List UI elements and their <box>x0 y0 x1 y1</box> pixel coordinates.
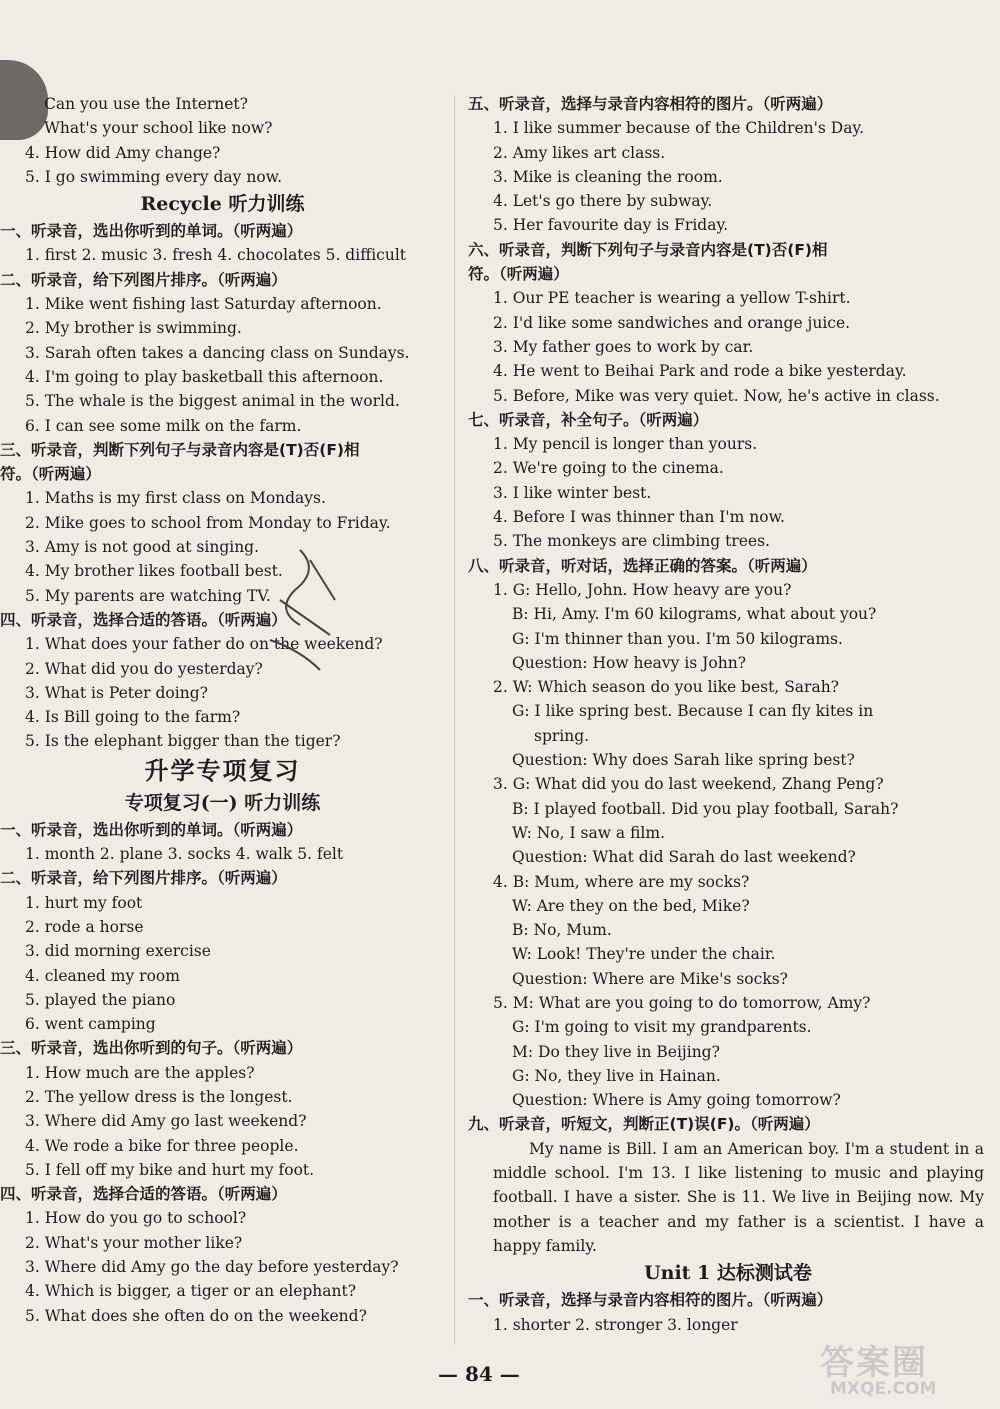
list-item: 2. rode a horse <box>25 917 144 936</box>
list-item: 2. What's your mother like? <box>25 1233 243 1252</box>
unit1-title: Unit 1 达标测试卷 <box>644 1262 812 1285</box>
right-column <box>468 92 988 1337</box>
dialogue-line: 2. W: Which season do you like best, Sarah? <box>493 678 839 697</box>
column-divider <box>454 95 455 1345</box>
dialogue-line: W: Look! They're under the chair. <box>512 945 776 964</box>
dialogue-line: Question: Where are Mike's socks? <box>512 969 788 988</box>
section-heading: 四、听录音，选择合适的答语。（听两遍） <box>0 610 287 629</box>
list-item: What's your school like now? <box>44 119 273 138</box>
list-item: 5. I fell off my bike and hurt my foot. <box>25 1160 315 1179</box>
passage-text: My name is Bill. I am an American boy. I'm a student in a middle school. I'm 13. I like listening to music and playing football. I have a sister. She is 11. We live in Beijing now. My mother is a teacher and my father is a scientist. I have a happy family. <box>493 1139 984 1255</box>
left-column <box>0 92 445 1328</box>
list-item: 6. went camping <box>25 1015 156 1034</box>
list-item: Can you use the Internet? <box>44 95 248 113</box>
list-item: 3. Mike is cleaning the room. <box>493 167 723 186</box>
list-item: 1. I like summer because of the Children's Day. <box>493 119 865 138</box>
section-heading: 八、听录音，听对话，选择正确的答案。（听两遍） <box>468 556 817 575</box>
list-item: 2. Amy likes art class. <box>493 143 666 162</box>
list-item: 3. What is Peter doing? <box>25 683 208 702</box>
answer-line: 1. first 2. music 3. fresh 4. chocolates 5. difficult <box>25 246 407 265</box>
list-item: 1. Our PE teacher is wearing a yellow T-shirt. <box>493 289 851 308</box>
dialogue-line: Question: Why does Sarah like spring best? <box>512 751 855 770</box>
watermark-main: 答案圈 <box>820 1343 928 1383</box>
list-item: 2. My brother is swimming. <box>25 319 242 338</box>
dialogue-line: 1. G: Hello, John. How heavy are you? <box>493 580 792 599</box>
section-heading: 一、听录音，选出你听到的单词。（听两遍） <box>0 222 303 241</box>
dialogue-line: Question: How heavy is John? <box>512 653 747 672</box>
list-item: 2. What did you do yesterday? <box>25 659 263 678</box>
watermark-sub: MXQE.COM <box>830 1379 937 1399</box>
dialogue-line: 5. M: What are you going to do tomorrow, Amy? <box>493 993 871 1012</box>
item-list <box>0 1206 445 1327</box>
section-heading: 一、听录音，选择与录音内容相符的图片。（听两遍） <box>468 1291 833 1310</box>
list-item: 4. My brother likes football best. <box>25 562 283 581</box>
section-heading: 二、听录音，给下列图片排序。（听两遍） <box>0 270 287 289</box>
list-item: 3. did morning exercise <box>25 942 211 961</box>
list-item: 5. Before, Mike was very quiet. Now, he's active in class. <box>493 386 940 405</box>
item-list <box>0 1061 445 1182</box>
list-item: 1. hurt my foot <box>25 893 143 912</box>
item-list <box>0 486 445 607</box>
list-item: 2. The yellow dress is the longest. <box>25 1087 293 1106</box>
review-title: 升学专项复习 <box>144 756 301 785</box>
list-item: 2. I'd like some sandwiches and orange juice. <box>493 313 851 332</box>
item-list <box>0 891 445 1037</box>
list-item: 5. My parents are watching TV. <box>25 586 271 605</box>
section-heading: 六、听录音，判断下列句子与录音内容是(T)否(F)相 <box>468 240 828 259</box>
page-number: — 84 — <box>438 1362 520 1386</box>
item-list <box>468 432 988 553</box>
list-item: 4. He went to Beihai Park and rode a bike yesterday. <box>493 362 907 381</box>
dialogue-line: spring. <box>534 726 590 745</box>
passage <box>468 1137 988 1258</box>
watermark-logo <box>820 1335 995 1405</box>
list-item: 4. How did Amy change? <box>25 143 221 162</box>
list-item: 6. I can see some milk on the farm. <box>25 416 302 435</box>
answer-line: 1. month 2. plane 3. socks 4. walk 5. felt <box>25 845 344 864</box>
item-list <box>0 632 445 753</box>
dialogue-line: G: No, they live in Hainan. <box>512 1066 721 1085</box>
list-item: 4. Which is bigger, a tiger or an elephant? <box>25 1282 357 1301</box>
list-item: 1. My pencil is longer than yours. <box>493 435 758 454</box>
list-item: 2. We're going to the cinema. <box>493 459 724 478</box>
list-item: 4. cleaned my room <box>25 966 180 985</box>
list-item: 3. Amy is not good at singing. <box>25 538 260 557</box>
section-heading: 三、听录音，选出你听到的句子。（听两遍） <box>0 1039 303 1058</box>
list-item: 3. I like winter best. <box>493 483 652 502</box>
list-item: 4. We rode a bike for three people. <box>25 1136 299 1155</box>
list-item: 5. Her favourite day is Friday. <box>493 216 729 235</box>
section-heading-cont: 符。（听两遍） <box>468 265 569 284</box>
dialogue-line: W: No, I saw a film. <box>512 823 666 842</box>
section-heading: 三、听录音，判断下列句子与录音内容是(T)否(F)相 <box>0 440 360 459</box>
dialogue-line: G: I'm thinner than you. I'm 50 kilograms. <box>512 629 843 648</box>
dialogue-line: M: Do they live in Beijing? <box>512 1042 720 1061</box>
dialogue-list <box>468 578 988 1113</box>
dialogue-line: Question: What did Sarah do last weekend? <box>512 848 856 867</box>
section-heading: 七、听录音，补全句子。（听两遍） <box>468 410 709 429</box>
recycle-title: Recycle 听力训练 <box>140 193 305 216</box>
section-heading: 一、听录音，选出你听到的单词。（听两遍） <box>0 820 303 839</box>
list-item: 5. played the piano <box>25 990 176 1009</box>
list-item: 3. Where did Amy go the day before yesterday? <box>25 1258 399 1277</box>
section-heading: 四、听录音，选择合适的答语。（听两遍） <box>0 1185 287 1204</box>
list-item: 4. Is Bill going to the farm? <box>25 708 241 727</box>
dialogue-line: W: Are they on the bed, Mike? <box>512 896 750 915</box>
list-item: 5. The monkeys are climbing trees. <box>493 532 770 551</box>
pencil-scribble <box>240 540 350 680</box>
review-subtitle: 专项复习(一) 听力训练 <box>124 791 321 814</box>
list-item: 3. Where did Amy go last weekend? <box>25 1112 307 1131</box>
dialogue-line: G: I like spring best. Because I can fly kites in <box>512 702 874 721</box>
list-item: 5. The whale is the biggest animal in the world. <box>25 392 400 411</box>
dialogue-line: 3. G: What did you do last weekend, Zhang Peng? <box>493 775 884 794</box>
list-item: 3. Sarah often takes a dancing class on Sundays. <box>25 343 410 362</box>
dialogue-line: G: I'm going to visit my grandparents. <box>512 1018 812 1037</box>
list-item: 5. I go swimming every day now. <box>25 167 283 186</box>
list-item: 2. Mike goes to school from Monday to Friday. <box>25 513 391 532</box>
item-list <box>0 292 445 438</box>
list-item: 4. I'm going to play basketball this afternoon. <box>25 367 384 386</box>
dialogue-line: 4. B: Mum, where are my socks? <box>493 872 750 891</box>
list-item: 1. How do you go to school? <box>25 1209 247 1228</box>
section-heading-cont: 符。（听两遍） <box>0 465 101 484</box>
list-item: 5. Is the elephant bigger than the tiger? <box>25 732 341 751</box>
list-item: 5. What does she often do on the weekend? <box>25 1306 367 1325</box>
dialogue-line: B: Hi, Amy. I'm 60 kilograms, what about you? <box>512 605 877 624</box>
list-item: 1. How much are the apples? <box>25 1063 255 1082</box>
list-item: 1. Mike went fishing last Saturday afternoon. <box>25 295 382 314</box>
section-heading: 五、听录音，选择与录音内容相符的图片。（听两遍） <box>468 95 833 113</box>
section-heading: 二、听录音，给下列图片排序。（听两遍） <box>0 869 287 888</box>
answer-line: 1. shorter 2. stronger 3. longer <box>493 1315 738 1334</box>
item-list <box>468 286 988 407</box>
dialogue-line: Question: Where is Amy going tomorrow? <box>512 1091 841 1110</box>
list-item: 1. Maths is my first class on Mondays. <box>25 489 326 508</box>
list-item: 1. What does your father do on the weekend? <box>25 635 383 654</box>
list-item: 4. Before I was thinner than I'm now. <box>493 508 785 527</box>
item-list <box>468 116 988 237</box>
dialogue-line: B: No, Mum. <box>512 921 612 940</box>
list-item: 4. Let's go there by subway. <box>493 192 713 211</box>
dialogue-line: B: I played football. Did you play football, Sarah? <box>512 799 899 818</box>
list-item: 3. My father goes to work by car. <box>493 337 754 356</box>
section-heading: 九、听录音，听短文，判断正(T)误(F)。（听两遍） <box>468 1115 820 1134</box>
